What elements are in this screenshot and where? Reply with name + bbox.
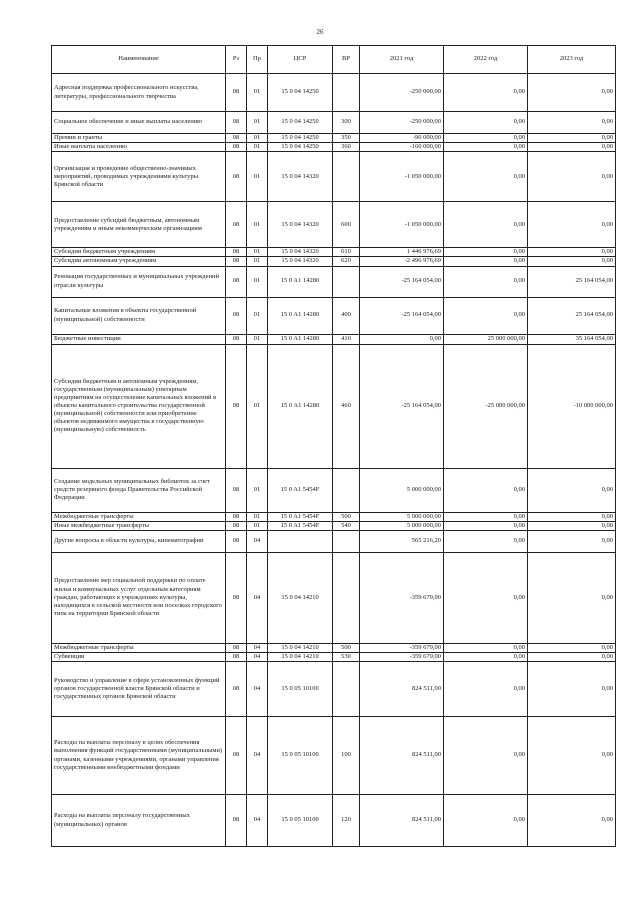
cell-pr: 04 bbox=[247, 662, 268, 717]
table-row bbox=[52, 248, 616, 257]
cell-2021: -160 000,00 bbox=[360, 143, 444, 152]
cell-2022: 0,00 bbox=[444, 74, 528, 112]
cell-name: Субсидии автономным учреждениям bbox=[52, 257, 226, 266]
cell-pr: 04 bbox=[247, 643, 268, 652]
cell-name: Руководство и управление в сфере установленных функций органов государственной власти Брянской области и государственных органов Брянской области bbox=[52, 662, 226, 717]
cell-csr: 15 0 04 14250 bbox=[268, 74, 333, 112]
cell-pr: 01 bbox=[247, 512, 268, 521]
cell-rz: 08 bbox=[226, 717, 247, 795]
cell-rz: 08 bbox=[226, 530, 247, 552]
header-2021: 2021 год bbox=[360, 46, 444, 74]
cell-rz: 08 bbox=[226, 248, 247, 257]
cell-rz: 08 bbox=[226, 143, 247, 152]
cell-2021: 824 511,00 bbox=[360, 662, 444, 717]
cell-pr: 01 bbox=[247, 202, 268, 248]
table-row bbox=[52, 266, 616, 297]
cell-name: Расходы на выплаты персоналу государственных (муниципальных) органов bbox=[52, 795, 226, 847]
cell-name: Социальное обеспечение и иные выплаты населению bbox=[52, 112, 226, 134]
cell-vr: 600 bbox=[333, 202, 360, 248]
cell-name: Создание модельных муниципальных библиотек за счет средств резервного фонда Правительства Российской Федерации bbox=[52, 468, 226, 512]
table-header-row bbox=[52, 46, 616, 74]
cell-2023: 0,00 bbox=[528, 521, 616, 530]
table-row bbox=[52, 795, 616, 847]
table-row bbox=[52, 521, 616, 530]
cell-csr: 15 0 04 14210 bbox=[268, 652, 333, 661]
cell-pr: 01 bbox=[247, 468, 268, 512]
cell-pr: 04 bbox=[247, 552, 268, 643]
cell-rz: 08 bbox=[226, 74, 247, 112]
cell-vr: 500 bbox=[333, 643, 360, 652]
cell-2022: 0,00 bbox=[444, 512, 528, 521]
table-row bbox=[52, 344, 616, 468]
cell-2023: -10 000 000,00 bbox=[528, 344, 616, 468]
cell-2022: 25 000 000,00 bbox=[444, 334, 528, 344]
cell-2022: 0,00 bbox=[444, 795, 528, 847]
cell-2022: 0,00 bbox=[444, 530, 528, 552]
cell-csr: 15 0 A1 5454F bbox=[268, 468, 333, 512]
cell-pr: 01 bbox=[247, 344, 268, 468]
cell-rz: 08 bbox=[226, 795, 247, 847]
cell-2021: 5 000 000,00 bbox=[360, 521, 444, 530]
cell-vr: 460 bbox=[333, 344, 360, 468]
header-csr: ЦСР bbox=[268, 46, 333, 74]
cell-pr: 01 bbox=[247, 521, 268, 530]
cell-rz: 08 bbox=[226, 112, 247, 134]
cell-pr: 01 bbox=[247, 334, 268, 344]
cell-vr: 300 bbox=[333, 112, 360, 134]
cell-2021: -1 050 000,00 bbox=[360, 202, 444, 248]
cell-rz: 08 bbox=[226, 468, 247, 512]
cell-pr: 04 bbox=[247, 652, 268, 661]
cell-csr: 15 0 04 14250 bbox=[268, 112, 333, 134]
cell-csr: 15 0 04 14250 bbox=[268, 143, 333, 152]
cell-name: Предоставление субсидий бюджетным, автономным учреждениям и иным некоммерческим организациям bbox=[52, 202, 226, 248]
cell-2022: 0,00 bbox=[444, 202, 528, 248]
cell-rz: 08 bbox=[226, 344, 247, 468]
cell-2021: -1 050 000,00 bbox=[360, 152, 444, 202]
cell-name: Адресная поддержка профессионального искусства, литературы, профессионального творчества bbox=[52, 74, 226, 112]
cell-2021: 0,00 bbox=[360, 334, 444, 344]
header-2022: 2022 год bbox=[444, 46, 528, 74]
cell-vr bbox=[333, 530, 360, 552]
cell-2023: 0,00 bbox=[528, 717, 616, 795]
cell-rz: 08 bbox=[226, 134, 247, 143]
table-row bbox=[52, 530, 616, 552]
cell-2022: 0,00 bbox=[444, 652, 528, 661]
cell-vr bbox=[333, 74, 360, 112]
cell-2022: 0,00 bbox=[444, 521, 528, 530]
cell-csr: 15 0 05 10100 bbox=[268, 662, 333, 717]
cell-csr: 15 0 04 14210 bbox=[268, 643, 333, 652]
cell-2021: -359 679,00 bbox=[360, 552, 444, 643]
cell-rz: 08 bbox=[226, 643, 247, 652]
cell-name: Межбюджетные трансферты bbox=[52, 643, 226, 652]
cell-csr: 15 0 04 14320 bbox=[268, 152, 333, 202]
cell-name: Расходы на выплаты персоналу в целях обеспечения выполнения функций государственными (муниципальными) органами, казенными учреждениями, органами управления государственными внебюджетными фондами bbox=[52, 717, 226, 795]
cell-2021: -250 000,00 bbox=[360, 74, 444, 112]
cell-2021: 1 446 976,69 bbox=[360, 248, 444, 257]
cell-csr bbox=[268, 530, 333, 552]
cell-2023: 0,00 bbox=[528, 134, 616, 143]
cell-pr: 01 bbox=[247, 248, 268, 257]
cell-vr: 360 bbox=[333, 143, 360, 152]
cell-2022: 0,00 bbox=[444, 468, 528, 512]
cell-csr: 15 0 A1 14280 bbox=[268, 266, 333, 297]
budget-table bbox=[51, 45, 616, 847]
cell-csr: 15 0 A1 14280 bbox=[268, 334, 333, 344]
cell-name: Субвенции bbox=[52, 652, 226, 661]
cell-2021: -90 000,00 bbox=[360, 134, 444, 143]
cell-2021: -25 164 054,00 bbox=[360, 297, 444, 334]
cell-pr: 01 bbox=[247, 74, 268, 112]
cell-pr: 01 bbox=[247, 297, 268, 334]
cell-2022: 0,00 bbox=[444, 143, 528, 152]
cell-pr: 01 bbox=[247, 112, 268, 134]
cell-2022: 0,00 bbox=[444, 552, 528, 643]
cell-rz: 08 bbox=[226, 202, 247, 248]
table-row bbox=[52, 334, 616, 344]
cell-rz: 08 bbox=[226, 334, 247, 344]
cell-vr bbox=[333, 266, 360, 297]
cell-name: Межбюджетные трансферты bbox=[52, 512, 226, 521]
table-row bbox=[52, 512, 616, 521]
table-row bbox=[52, 112, 616, 134]
cell-2023: 25 164 054,00 bbox=[528, 266, 616, 297]
cell-2023: 35 164 054,00 bbox=[528, 334, 616, 344]
cell-vr bbox=[333, 662, 360, 717]
cell-2023: 0,00 bbox=[528, 468, 616, 512]
cell-vr: 400 bbox=[333, 297, 360, 334]
cell-csr: 15 0 05 10100 bbox=[268, 717, 333, 795]
cell-name: Организация и проведение общественно-значимых мероприятий, проводимых учреждениями культуры Брянской области bbox=[52, 152, 226, 202]
cell-2021: -25 164 054,00 bbox=[360, 266, 444, 297]
cell-name: Иные межбюджетные трансферты bbox=[52, 521, 226, 530]
cell-2022: 0,00 bbox=[444, 134, 528, 143]
cell-2021: -2 496 976,69 bbox=[360, 257, 444, 266]
cell-name: Иные выплаты населению bbox=[52, 143, 226, 152]
cell-rz: 08 bbox=[226, 521, 247, 530]
table-row bbox=[52, 202, 616, 248]
cell-csr: 15 0 04 14210 bbox=[268, 552, 333, 643]
table-row bbox=[52, 468, 616, 512]
cell-pr: 04 bbox=[247, 717, 268, 795]
cell-2022: 0,00 bbox=[444, 662, 528, 717]
table-row bbox=[52, 643, 616, 652]
cell-2022: 0,00 bbox=[444, 297, 528, 334]
cell-2023: 0,00 bbox=[528, 152, 616, 202]
table-row bbox=[52, 552, 616, 643]
cell-pr: 01 bbox=[247, 143, 268, 152]
cell-vr: 620 bbox=[333, 257, 360, 266]
cell-pr: 04 bbox=[247, 530, 268, 552]
cell-2023: 0,00 bbox=[528, 643, 616, 652]
cell-name: Реновация государственных и муниципальных учреждений отрасли культуры bbox=[52, 266, 226, 297]
cell-csr: 15 0 05 10100 bbox=[268, 795, 333, 847]
cell-vr bbox=[333, 468, 360, 512]
cell-pr: 01 bbox=[247, 152, 268, 202]
cell-2022: 0,00 bbox=[444, 257, 528, 266]
cell-vr: 100 bbox=[333, 717, 360, 795]
cell-vr bbox=[333, 552, 360, 643]
header-vr: ВР bbox=[333, 46, 360, 74]
cell-2023: 0,00 bbox=[528, 202, 616, 248]
cell-2023: 0,00 bbox=[528, 257, 616, 266]
cell-2023: 0,00 bbox=[528, 74, 616, 112]
cell-vr: 410 bbox=[333, 334, 360, 344]
cell-rz: 08 bbox=[226, 257, 247, 266]
cell-pr: 01 bbox=[247, 266, 268, 297]
cell-vr: 500 bbox=[333, 512, 360, 521]
cell-2023: 0,00 bbox=[528, 552, 616, 643]
cell-2023: 0,00 bbox=[528, 512, 616, 521]
table-row bbox=[52, 143, 616, 152]
cell-csr: 15 0 04 14250 bbox=[268, 134, 333, 143]
cell-csr: 15 0 04 14320 bbox=[268, 202, 333, 248]
cell-csr: 15 0 A1 5454F bbox=[268, 512, 333, 521]
header-2023: 2023 год bbox=[528, 46, 616, 74]
cell-2023: 0,00 bbox=[528, 112, 616, 134]
cell-2021: 565 216,20 bbox=[360, 530, 444, 552]
cell-rz: 08 bbox=[226, 266, 247, 297]
table-row bbox=[52, 652, 616, 661]
cell-name: Субсидии бюджетным и автономным учреждениям, государственным (муниципальным) унитарным предприятиям на осуществление капитальных вложений в объекты капитального строительства государственной (муниципальной) собственности или приобретение объектов недвижимого имущества в государственную (муниципальную) собственность bbox=[52, 344, 226, 468]
cell-name: Субсидии бюджетным учреждениям bbox=[52, 248, 226, 257]
cell-2023: 0,00 bbox=[528, 662, 616, 717]
cell-2022: -25 000 000,00 bbox=[444, 344, 528, 468]
cell-2023: 25 164 054,00 bbox=[528, 297, 616, 334]
cell-rz: 08 bbox=[226, 552, 247, 643]
table-row bbox=[52, 662, 616, 717]
table-row bbox=[52, 134, 616, 143]
cell-csr: 15 0 04 14320 bbox=[268, 248, 333, 257]
cell-2023: 0,00 bbox=[528, 530, 616, 552]
table-row bbox=[52, 74, 616, 112]
cell-csr: 15 0 04 14320 bbox=[268, 257, 333, 266]
cell-2022: 0,00 bbox=[444, 248, 528, 257]
cell-2023: 0,00 bbox=[528, 795, 616, 847]
cell-csr: 15 0 A1 5454F bbox=[268, 521, 333, 530]
page-number: 26 bbox=[316, 28, 324, 36]
cell-2021: 5 000 000,00 bbox=[360, 512, 444, 521]
cell-rz: 08 bbox=[226, 652, 247, 661]
cell-csr: 15 0 A1 14280 bbox=[268, 297, 333, 334]
cell-rz: 08 bbox=[226, 297, 247, 334]
cell-vr: 350 bbox=[333, 134, 360, 143]
cell-vr: 530 bbox=[333, 652, 360, 661]
cell-2022: 0,00 bbox=[444, 112, 528, 134]
cell-2021: -359 679,00 bbox=[360, 643, 444, 652]
header-rz: Рз bbox=[226, 46, 247, 74]
cell-name: Премии и гранты bbox=[52, 134, 226, 143]
cell-2021: -250 000,00 bbox=[360, 112, 444, 134]
table-row bbox=[52, 257, 616, 266]
cell-rz: 08 bbox=[226, 152, 247, 202]
cell-vr: 120 bbox=[333, 795, 360, 847]
cell-2021: 824 511,00 bbox=[360, 795, 444, 847]
header-name: Наименование bbox=[52, 46, 226, 74]
cell-pr: 04 bbox=[247, 795, 268, 847]
header-pr: Пр bbox=[247, 46, 268, 74]
cell-2021: 824 511,00 bbox=[360, 717, 444, 795]
cell-csr: 15 0 A1 14280 bbox=[268, 344, 333, 468]
cell-2022: 0,00 bbox=[444, 152, 528, 202]
cell-pr: 01 bbox=[247, 134, 268, 143]
table-row bbox=[52, 297, 616, 334]
cell-2022: 0,00 bbox=[444, 643, 528, 652]
cell-name: Бюджетные инвестиции bbox=[52, 334, 226, 344]
cell-2022: 0,00 bbox=[444, 266, 528, 297]
cell-pr: 01 bbox=[247, 257, 268, 266]
cell-vr: 540 bbox=[333, 521, 360, 530]
cell-2022: 0,00 bbox=[444, 717, 528, 795]
cell-2023: 0,00 bbox=[528, 652, 616, 661]
table-row bbox=[52, 152, 616, 202]
cell-2023: 0,00 bbox=[528, 248, 616, 257]
table-row bbox=[52, 717, 616, 795]
cell-rz: 08 bbox=[226, 512, 247, 521]
cell-2021: 5 000 000,00 bbox=[360, 468, 444, 512]
cell-vr: 610 bbox=[333, 248, 360, 257]
cell-name: Другие вопросы в области культуры, кинематографии bbox=[52, 530, 226, 552]
cell-2021: -25 164 054,00 bbox=[360, 344, 444, 468]
cell-name: Капитальные вложения в объекты государственной (муниципальной) собственности bbox=[52, 297, 226, 334]
cell-2021: -359 679,00 bbox=[360, 652, 444, 661]
cell-rz: 08 bbox=[226, 662, 247, 717]
cell-name: Предоставление мер социальной поддержки по оплате жилья и коммунальных услуг отдельным категориям граждан, работающих в учреждениях культуры, находящихся в сельской местности или поселках городского типа на территории Брянской области bbox=[52, 552, 226, 643]
cell-vr bbox=[333, 152, 360, 202]
cell-2023: 0,00 bbox=[528, 143, 616, 152]
